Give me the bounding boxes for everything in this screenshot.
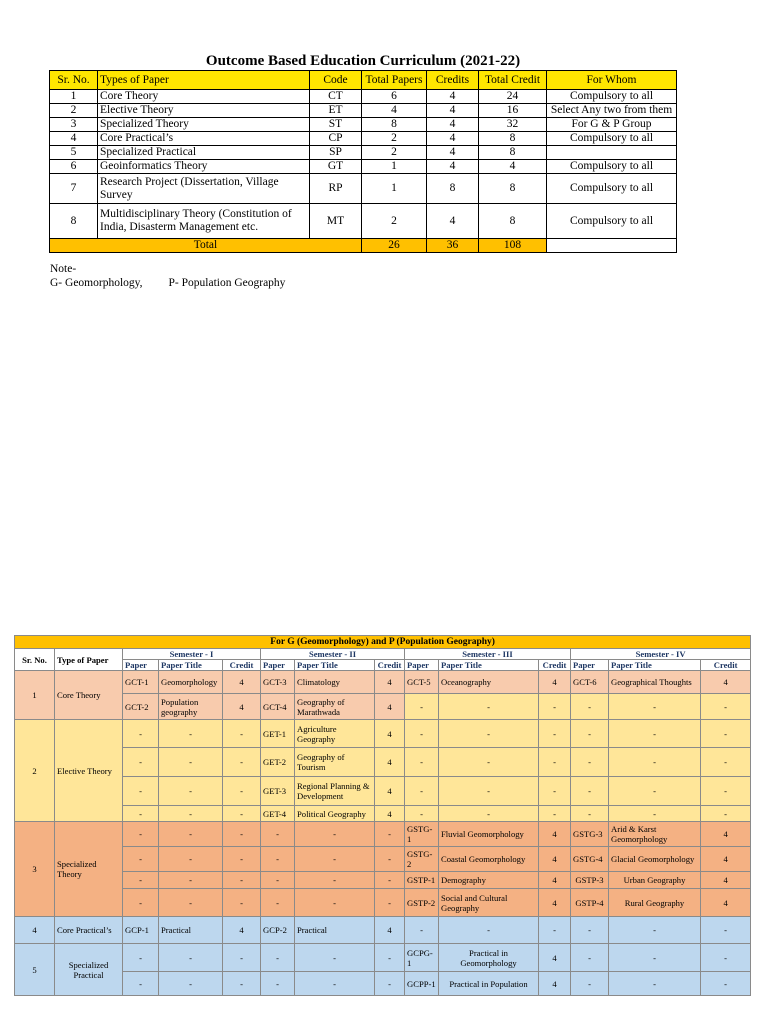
summary-table xyxy=(49,70,677,253)
credit: 4 xyxy=(539,972,571,996)
empty-cell: - xyxy=(123,889,159,917)
paper-title: Geographical Thoughts xyxy=(609,671,701,694)
type-header: Type of Paper xyxy=(55,649,123,671)
paper-title: Fluvial Geomorphology xyxy=(439,822,539,847)
empty-cell: - xyxy=(539,748,571,777)
total-cell: 32 xyxy=(479,118,547,132)
whom-cell: Select Any two from them xyxy=(547,104,677,118)
paper-title: Geography of Tourism xyxy=(295,748,375,777)
papers-cell: 4 xyxy=(362,104,427,118)
header-sr-no: Sr. No. xyxy=(50,71,98,90)
empty-cell: - xyxy=(159,822,223,847)
empty-cell: - xyxy=(123,748,159,777)
papers-cell: 2 xyxy=(362,204,427,239)
empty-cell: - xyxy=(159,806,223,822)
sr-cell: 5 xyxy=(50,146,98,160)
empty-cell: - xyxy=(159,944,223,972)
empty-cell: - xyxy=(701,806,751,822)
paper-code: GCT-6 xyxy=(571,671,609,694)
paper-code: GET-1 xyxy=(261,720,295,748)
credit: 4 xyxy=(539,671,571,694)
paper-code: GCT-5 xyxy=(405,671,439,694)
empty-cell: - xyxy=(159,872,223,889)
paper-code: GSTG-3 xyxy=(571,822,609,847)
credit: 4 xyxy=(701,889,751,917)
empty-cell: - xyxy=(123,972,159,996)
paper-title: Practical xyxy=(295,917,375,944)
type-cell: Elective Theory xyxy=(98,104,310,118)
type-cell: Specialized Practical xyxy=(98,146,310,160)
total-cell: 8 xyxy=(479,146,547,160)
paper-title: Arid & Karst Geomorphology xyxy=(609,822,701,847)
empty-cell: - xyxy=(123,720,159,748)
type-cell: Multidisciplinary Theory (Constitution of India, Disasterm Management etc. xyxy=(98,204,310,239)
paper-code: GET-2 xyxy=(261,748,295,777)
paper-title: Social and Cultural Geography xyxy=(439,889,539,917)
paper-code: GSTP-1 xyxy=(405,872,439,889)
paper-code: GCPP-1 xyxy=(405,972,439,996)
credit: 4 xyxy=(223,671,261,694)
papers-cell: 1 xyxy=(362,174,427,204)
credit: 4 xyxy=(701,847,751,872)
summary-row xyxy=(50,90,677,104)
column-header-row xyxy=(15,660,751,671)
credit: 4 xyxy=(701,822,751,847)
empty-cell: - xyxy=(571,917,609,944)
paper-code: GCP-1 xyxy=(123,917,159,944)
empty-cell: - xyxy=(539,694,571,720)
empty-cell: - xyxy=(375,847,405,872)
semester-3-header: Semester - III xyxy=(405,649,571,660)
empty-cell: - xyxy=(123,847,159,872)
empty-cell: - xyxy=(701,694,751,720)
paper-title: Political Geography xyxy=(295,806,375,822)
title-col: Paper Title xyxy=(609,660,701,671)
note-heading: Note- xyxy=(50,263,77,275)
paper-title: Climatology xyxy=(295,671,375,694)
semester-2-header: Semester - II xyxy=(261,649,405,660)
summary-row xyxy=(50,174,677,204)
empty-cell: - xyxy=(609,748,701,777)
empty-cell: - xyxy=(223,822,261,847)
title-col: Paper Title xyxy=(439,660,539,671)
table-row xyxy=(15,972,751,996)
paper-code: GCP-2 xyxy=(261,917,295,944)
credits-cell: 4 xyxy=(427,104,479,118)
table-row xyxy=(15,671,751,694)
credit: 4 xyxy=(375,806,405,822)
empty-cell: - xyxy=(123,822,159,847)
credit-col: Credit xyxy=(539,660,571,671)
empty-cell: - xyxy=(123,777,159,806)
summary-total-row xyxy=(50,239,677,253)
credit: 4 xyxy=(375,917,405,944)
sr-cell: 3 xyxy=(50,118,98,132)
summary-row xyxy=(50,132,677,146)
empty-cell: - xyxy=(375,972,405,996)
papers-cell: 6 xyxy=(362,90,427,104)
empty-cell: - xyxy=(571,694,609,720)
group-type: Core Theory xyxy=(55,671,123,720)
total-label: Total xyxy=(50,239,362,253)
whom-cell: Compulsory to all xyxy=(547,174,677,204)
credits-cell: 4 xyxy=(427,118,479,132)
total-papers: 26 xyxy=(362,239,427,253)
empty-cell: - xyxy=(159,889,223,917)
credit: 4 xyxy=(539,889,571,917)
note xyxy=(50,262,285,290)
type-cell: Research Project (Dissertation, Village Survey xyxy=(98,174,310,204)
paper-code: GSTG-2 xyxy=(405,847,439,872)
empty-cell: - xyxy=(571,806,609,822)
empty-cell: - xyxy=(609,777,701,806)
paper-code: GCT-4 xyxy=(261,694,295,720)
whom-cell xyxy=(547,146,677,160)
credit: 4 xyxy=(539,822,571,847)
credits-cell: 4 xyxy=(427,132,479,146)
empty-cell: - xyxy=(439,917,539,944)
paper-col: Paper xyxy=(261,660,295,671)
paper-code: GSTG-4 xyxy=(571,847,609,872)
group-type: Core Practical’s xyxy=(55,917,123,944)
empty-cell: - xyxy=(295,944,375,972)
empty-cell: - xyxy=(223,944,261,972)
paper-title: Urban Geography xyxy=(609,872,701,889)
empty-cell: - xyxy=(123,872,159,889)
paper-title: Rural Geography xyxy=(609,889,701,917)
total-credits: 36 xyxy=(427,239,479,253)
empty-cell: - xyxy=(295,847,375,872)
paper-code: GCT-3 xyxy=(261,671,295,694)
whom-cell: Compulsory to all xyxy=(547,204,677,239)
paper-code: GSTP-4 xyxy=(571,889,609,917)
empty-cell: - xyxy=(375,872,405,889)
sr-cell: 8 xyxy=(50,204,98,239)
paper-code: GSTP-2 xyxy=(405,889,439,917)
code-cell: GT xyxy=(310,160,362,174)
code-cell: ET xyxy=(310,104,362,118)
semester-header-row xyxy=(15,649,751,660)
paper-title: Practical in Geomorphology xyxy=(439,944,539,972)
empty-cell: - xyxy=(405,806,439,822)
empty-cell: - xyxy=(439,777,539,806)
total-cell: 4 xyxy=(479,160,547,174)
total-credit-sum: 108 xyxy=(479,239,547,253)
sr-cell: 6 xyxy=(50,160,98,174)
empty-cell: - xyxy=(123,944,159,972)
empty-cell: - xyxy=(223,847,261,872)
papers-cell: 1 xyxy=(362,160,427,174)
group-type: Specialized Practical xyxy=(55,944,123,996)
total-cell: 8 xyxy=(479,174,547,204)
code-cell: CP xyxy=(310,132,362,146)
summary-header-row xyxy=(50,71,677,90)
paper-title: Regional Planning & Development xyxy=(295,777,375,806)
credit: 4 xyxy=(223,694,261,720)
summary-row xyxy=(50,146,677,160)
note-p: P- Population Geography xyxy=(168,277,286,289)
note-g: G- Geomorphology, xyxy=(50,277,143,289)
type-cell: Geoinformatics Theory xyxy=(98,160,310,174)
total-cell: 8 xyxy=(479,204,547,239)
group-sr: 5 xyxy=(15,944,55,996)
paper-col: Paper xyxy=(123,660,159,671)
empty-cell: - xyxy=(405,694,439,720)
semester-1-header: Semester - I xyxy=(123,649,261,660)
empty-cell: - xyxy=(261,972,295,996)
summary-row xyxy=(50,204,677,239)
table-row xyxy=(15,822,751,847)
empty-cell: - xyxy=(609,917,701,944)
group-sr: 2 xyxy=(15,720,55,822)
paper-code: GCPG-1 xyxy=(405,944,439,972)
summary-row xyxy=(50,104,677,118)
summary-row xyxy=(50,160,677,174)
papers-cell: 2 xyxy=(362,132,427,146)
header-for-whom: For Whom xyxy=(547,71,677,90)
empty-cell: - xyxy=(405,917,439,944)
empty-cell: - xyxy=(159,972,223,996)
credit: 4 xyxy=(539,847,571,872)
group-type: Elective Theory xyxy=(55,720,123,822)
header-types: Types of Paper xyxy=(98,71,310,90)
empty-cell: - xyxy=(405,777,439,806)
empty-cell: - xyxy=(223,748,261,777)
paper-code: GET-3 xyxy=(261,777,295,806)
group-type: Specialized Theory xyxy=(55,822,123,917)
credit-col: Credit xyxy=(701,660,751,671)
paper-code: GET-4 xyxy=(261,806,295,822)
code-cell: RP xyxy=(310,174,362,204)
empty-cell: - xyxy=(223,972,261,996)
group-sr: 4 xyxy=(15,917,55,944)
total-cell: 16 xyxy=(479,104,547,118)
empty-cell: - xyxy=(701,720,751,748)
empty-cell: - xyxy=(375,889,405,917)
empty-cell: - xyxy=(223,889,261,917)
title-col: Paper Title xyxy=(295,660,375,671)
credit-col: Credit xyxy=(375,660,405,671)
header-credits: Credits xyxy=(427,71,479,90)
table-row xyxy=(15,694,751,720)
code-cell: SP xyxy=(310,146,362,160)
credits-cell: 4 xyxy=(427,90,479,104)
empty-cell: - xyxy=(539,917,571,944)
paper-title: Demography xyxy=(439,872,539,889)
summary-row xyxy=(50,118,677,132)
paper-title: Coastal Geomorphology xyxy=(439,847,539,872)
empty-cell: - xyxy=(261,822,295,847)
empty-cell: - xyxy=(405,720,439,748)
credits-cell: 4 xyxy=(427,160,479,174)
credit: 4 xyxy=(701,872,751,889)
empty-cell: - xyxy=(439,720,539,748)
table-row xyxy=(15,806,751,822)
paper-title: Population geography xyxy=(159,694,223,720)
semester-table xyxy=(14,635,751,996)
table-row xyxy=(15,748,751,777)
paper-title: Glacial Geomorphology xyxy=(609,847,701,872)
empty-cell: - xyxy=(439,748,539,777)
empty-cell: - xyxy=(261,889,295,917)
sr-cell: 4 xyxy=(50,132,98,146)
empty-cell: - xyxy=(223,806,261,822)
table-row xyxy=(15,889,751,917)
sr-cell: 7 xyxy=(50,174,98,204)
total-cell: 8 xyxy=(479,132,547,146)
code-cell: MT xyxy=(310,204,362,239)
empty-cell: - xyxy=(439,694,539,720)
title-col: Paper Title xyxy=(159,660,223,671)
credit: 4 xyxy=(539,944,571,972)
credits-cell: 4 xyxy=(427,146,479,160)
empty-cell: - xyxy=(261,944,295,972)
empty-cell: - xyxy=(295,972,375,996)
credit: 4 xyxy=(539,872,571,889)
credit: 4 xyxy=(375,748,405,777)
empty-cell: - xyxy=(439,806,539,822)
paper-title: Geography of Marathwada xyxy=(295,694,375,720)
paper-title: Geomorphology xyxy=(159,671,223,694)
empty-cell: - xyxy=(609,944,701,972)
paper-code: GSTG-1 xyxy=(405,822,439,847)
header-code: Code xyxy=(310,71,362,90)
group-sr: 3 xyxy=(15,822,55,917)
empty-cell: - xyxy=(701,748,751,777)
empty-cell: - xyxy=(223,720,261,748)
paper-title: Oceanography xyxy=(439,671,539,694)
credit: 4 xyxy=(375,694,405,720)
table-row xyxy=(15,777,751,806)
empty-cell: - xyxy=(701,944,751,972)
page-title: Outcome Based Education Curriculum (2021-22) xyxy=(205,53,521,69)
empty-cell: - xyxy=(539,720,571,748)
whom-cell: Compulsory to all xyxy=(547,90,677,104)
empty-cell: - xyxy=(295,822,375,847)
banner-row xyxy=(15,636,751,649)
empty-cell: - xyxy=(295,872,375,889)
table-row xyxy=(15,872,751,889)
type-cell: Core Theory xyxy=(98,90,310,104)
credit: 4 xyxy=(223,917,261,944)
paper-title: Practical xyxy=(159,917,223,944)
table-row xyxy=(15,917,751,944)
group-sr: 1 xyxy=(15,671,55,720)
table-row xyxy=(15,720,751,748)
credits-cell: 4 xyxy=(427,204,479,239)
empty-cell: - xyxy=(375,822,405,847)
paper-code: GSTP-3 xyxy=(571,872,609,889)
paper-code: GCT-2 xyxy=(123,694,159,720)
empty-cell: - xyxy=(405,748,439,777)
empty-cell: - xyxy=(701,917,751,944)
credits-cell: 8 xyxy=(427,174,479,204)
semester-banner: For G (Geomorphology) and P (Population Geography) xyxy=(15,636,751,649)
empty-cell: - xyxy=(223,777,261,806)
sr-header: Sr. No. xyxy=(15,649,55,671)
code-cell: CT xyxy=(310,90,362,104)
empty-cell: - xyxy=(159,777,223,806)
empty-cell: - xyxy=(609,720,701,748)
empty-cell: - xyxy=(123,806,159,822)
empty-cell: - xyxy=(571,944,609,972)
credit-col: Credit xyxy=(223,660,261,671)
empty-cell: - xyxy=(159,748,223,777)
type-cell: Specialized Theory xyxy=(98,118,310,132)
empty-cell: - xyxy=(609,694,701,720)
whom-cell: Compulsory to all xyxy=(547,132,677,146)
empty-cell: - xyxy=(571,972,609,996)
empty-cell: - xyxy=(571,777,609,806)
empty-cell: - xyxy=(295,889,375,917)
code-cell: ST xyxy=(310,118,362,132)
papers-cell: 8 xyxy=(362,118,427,132)
table-row xyxy=(15,847,751,872)
credit: 4 xyxy=(375,777,405,806)
total-empty xyxy=(547,239,677,253)
paper-title: Agriculture Geography xyxy=(295,720,375,748)
papers-cell: 2 xyxy=(362,146,427,160)
empty-cell: - xyxy=(159,847,223,872)
whom-cell: For G & P Group xyxy=(547,118,677,132)
empty-cell: - xyxy=(539,777,571,806)
sr-cell: 2 xyxy=(50,104,98,118)
empty-cell: - xyxy=(571,720,609,748)
paper-col: Paper xyxy=(571,660,609,671)
paper-col: Paper xyxy=(405,660,439,671)
empty-cell: - xyxy=(539,806,571,822)
empty-cell: - xyxy=(609,806,701,822)
credit: 4 xyxy=(375,671,405,694)
paper-code: GCT-1 xyxy=(123,671,159,694)
whom-cell: Compulsory to all xyxy=(547,160,677,174)
empty-cell: - xyxy=(375,944,405,972)
paper-title: Practical in Population xyxy=(439,972,539,996)
sr-cell: 1 xyxy=(50,90,98,104)
credit: 4 xyxy=(701,671,751,694)
empty-cell: - xyxy=(261,847,295,872)
empty-cell: - xyxy=(159,720,223,748)
header-total-credit: Total Credit xyxy=(479,71,547,90)
credit: 4 xyxy=(375,720,405,748)
table-row xyxy=(15,944,751,972)
empty-cell: - xyxy=(261,872,295,889)
empty-cell: - xyxy=(701,972,751,996)
empty-cell: - xyxy=(609,972,701,996)
header-total-papers: Total Papers xyxy=(362,71,427,90)
semester-4-header: Semester - IV xyxy=(571,649,751,660)
type-cell: Core Practical’s xyxy=(98,132,310,146)
total-cell: 24 xyxy=(479,90,547,104)
empty-cell: - xyxy=(571,748,609,777)
empty-cell: - xyxy=(701,777,751,806)
empty-cell: - xyxy=(223,872,261,889)
